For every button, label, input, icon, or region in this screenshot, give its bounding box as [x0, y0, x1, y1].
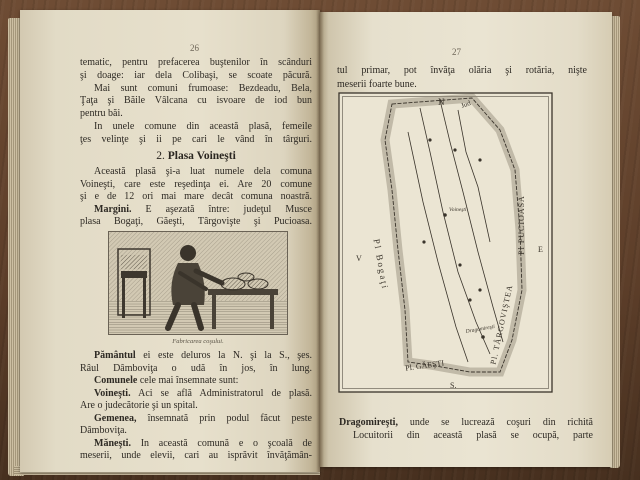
text-line: [80, 204, 312, 217]
line-rest: unde se lucrează coşuri din richită: [397, 417, 593, 428]
line-rest: Aci se află Administratorul de plasă.: [130, 387, 312, 399]
section-number: 2.: [156, 150, 165, 162]
text-line: plasa Bogaţi, Găeşti, Târgovişte şi Pucioasa.: [80, 216, 312, 228]
section-heading: [80, 148, 312, 164]
left-page: [20, 10, 320, 472]
map-town-dragomiresti-label: Dragomireşti: [465, 323, 496, 335]
text-line: tematic, pentru prefacerea buştenilor în scânduri: [80, 57, 312, 68]
text-line: Râul Dâmboviţa o udă în jos, în lung.: [80, 362, 312, 374]
map-district-south-label: Pl. GĂEŞTI: [404, 358, 445, 373]
bold-lead: Pământul: [94, 350, 136, 361]
map-north-label: N: [438, 97, 445, 107]
map-district-west-label: Pl Bogaţi: [371, 238, 391, 291]
map-district-north-east-label: Pl PUCIOASA: [517, 195, 526, 255]
text-line: Ţaţa şi Băile Vâlcana cu isvoare de iod bun: [80, 95, 312, 107]
line-rest: E aşezată între: judeţul Musce: [131, 203, 312, 215]
figure-caption: Fabricarea coşului.: [172, 338, 224, 345]
text-line: [80, 375, 312, 388]
text-line: ţes velinţe şi ii pe cari le vând în târguri.: [80, 133, 312, 145]
text-line: meserii foarte bune.: [337, 78, 417, 90]
bold-lead: Comunele: [94, 375, 138, 386]
text-line: şi e de 12 ori mai mare decât comuna noastră.: [80, 191, 312, 203]
bold-lead: Gemenea,: [94, 412, 137, 424]
text-line: In unele comune din această plasă, femeile: [94, 120, 312, 132]
text-line: Voineşti, care este reşedinţa ei. Are 20 comune: [80, 178, 312, 190]
line-rest: In această comună e o şcoală de: [130, 437, 312, 449]
text-line: [80, 438, 312, 451]
district-map: [338, 92, 553, 393]
left-text-block-1: [80, 57, 312, 147]
map-south-label: S.: [450, 381, 457, 390]
text-line: [339, 416, 593, 429]
left-text-block-2: [80, 166, 312, 229]
text-line: pentru băi.: [80, 108, 123, 120]
text-line: Are o judecătorie şi un spital.: [80, 400, 198, 411]
book-spine-shadow: [316, 10, 324, 472]
text-line: Mai sunt comuni frumoase: Bezdeadu, Bela,: [94, 82, 312, 94]
text-line: [80, 388, 312, 401]
text-line: şi doage: iar dela Colibaşi, se scoate păcură.: [80, 69, 312, 81]
text-line: meserii, unde elevii, cari au isprăvit învăţămân-: [80, 450, 312, 461]
left-page-number: 26: [190, 43, 199, 53]
map-county-label: Jud: [459, 99, 472, 110]
map-east-label: E: [538, 245, 543, 254]
left-text-block-3: [80, 350, 312, 463]
text-line: Această plasă şi-a luat numele dela comuna: [94, 166, 312, 177]
right-page: [320, 12, 612, 467]
right-page-number: 27: [452, 47, 461, 57]
text-line: [80, 350, 312, 363]
line-rest: cele mai însemnate sunt:: [137, 375, 239, 386]
text-line: tul primar, pot învăţa olăria şi rotăria, nişte: [337, 65, 587, 76]
map-town-voinesti-label: Voineşti: [449, 207, 467, 213]
text-line: Dâmboviţa.: [80, 425, 127, 436]
line-rest: însemnată prin podul făcut peste: [136, 412, 312, 424]
woodcut-illustration: [108, 231, 288, 335]
section-title: Plasa Voineşti: [167, 150, 236, 162]
text-line: Locuitorii din această plasă se ocupă, parte: [353, 430, 593, 441]
bold-lead: Dragomireşti,: [339, 417, 398, 428]
bold-lead: Margini.: [94, 203, 132, 215]
right-text-block-1: [337, 64, 587, 91]
right-text-block-2: [339, 416, 593, 442]
map-district-south-east-label: Pl. TÂRGOVIŞTEA: [488, 283, 515, 366]
text-line: [80, 413, 312, 426]
map-west-label: V: [356, 254, 362, 263]
bold-lead: Voineşti.: [94, 387, 131, 399]
bold-lead: Măneşti.: [94, 437, 131, 449]
line-rest: ei este deluros la N. şi la S., şes.: [135, 350, 312, 361]
